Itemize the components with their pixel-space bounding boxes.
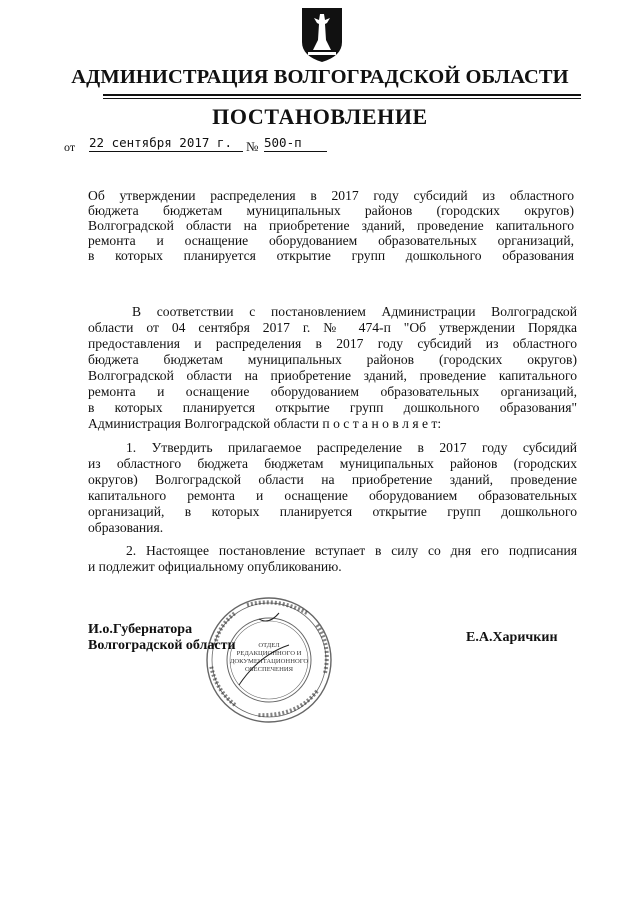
item-1-line: 1. Утвердить прилагаемое распределение в 2017 году субсидий [126, 440, 577, 455]
signatory-role-line: Волгоградской области [88, 638, 236, 653]
signatory-role [88, 622, 236, 654]
document-number: 500-п [264, 135, 327, 152]
official-seal [199, 595, 339, 725]
item-1-paragraph [88, 440, 577, 536]
header-rule-thick [103, 94, 581, 96]
item-1-line: из областного бюджета бюджетам муниципальных районов (городских [88, 456, 577, 471]
signatory-role-line: И.о.Губернатора [88, 622, 193, 637]
date-prefix-label: от [64, 140, 76, 154]
item-2-line: и подлежит официальному опубликованию. [88, 559, 342, 574]
subject-line: Волгоградской области на приобретение зданий, проведение капитального [88, 218, 574, 233]
preamble-line: области от 04 сентября 2017 г. № 474-п "Об утверждении Порядка [88, 320, 577, 335]
document-type-title: ПОСТАНОВЛЕНИЕ [212, 104, 428, 129]
item-1-line: образования. [88, 520, 164, 535]
document-date: 22 сентября 2017 г. [89, 135, 243, 152]
item-2-line: 2. Настоящее постановление вступает в силу со дня его подписания [126, 543, 577, 558]
seal-inner-line: ОБЕСПЕЧЕНИЯ [245, 666, 293, 673]
coat-of-arms-emblem [300, 6, 344, 64]
preamble-line: бюджета бюджетам муниципальных районов (городских округов) [88, 352, 577, 367]
preamble-paragraph [88, 304, 577, 432]
organization-title: АДМИНИСТРАЦИЯ ВОЛГОГРАДСКОЙ ОБЛАСТИ [71, 66, 569, 88]
preamble-line: предоставления и распределения в 2017 году субсидий из областного [88, 336, 577, 351]
signatory-name: Е.А.Харичкин [466, 630, 558, 645]
preamble-line: Администрация Волгоградской области п о с т а н о в л я е т: [88, 416, 442, 431]
item-1-line: организаций, в которых планируется открытие групп дошкольного [88, 504, 577, 519]
subject-line: Об утверждении распределения в 2017 году субсидий из областного [88, 188, 574, 203]
subject-line: в которых планируется открытие групп дошкольного образования [88, 248, 574, 263]
number-label: № [246, 139, 259, 154]
subject-line: ремонта и оснащение оборудованием образовательных организаций, [88, 233, 574, 248]
seal-inner-line: ОТДЕЛ [258, 642, 280, 649]
item-1-line: округов) Волгоградской области на приобретение зданий, проведение [88, 472, 577, 487]
preamble-line: Волгоградской области на приобретение зданий, проведение капитального [88, 368, 577, 383]
subject-line: бюджета бюджетам муниципальных районов (городских округов) [88, 203, 574, 218]
seal-inner-line: ДОКУМЕНТАЦИОННОГО [229, 658, 309, 665]
header-rule-thin [103, 98, 581, 99]
item-2-paragraph [88, 543, 577, 575]
preamble-line: В соответствии с постановлением Администрации Волгоградской [132, 304, 577, 319]
seal-inner-line: РЕДАКЦИОННОГО И [236, 650, 302, 657]
item-1-line: капитального ремонта и оснащение оборудованием образовательных [88, 488, 577, 503]
preamble-line: в которых планируется открытие групп дошкольного образования" [88, 400, 577, 415]
preamble-line: ремонта и оснащение оборудованием образовательных организаций, [88, 384, 577, 399]
document-subject [88, 188, 574, 263]
